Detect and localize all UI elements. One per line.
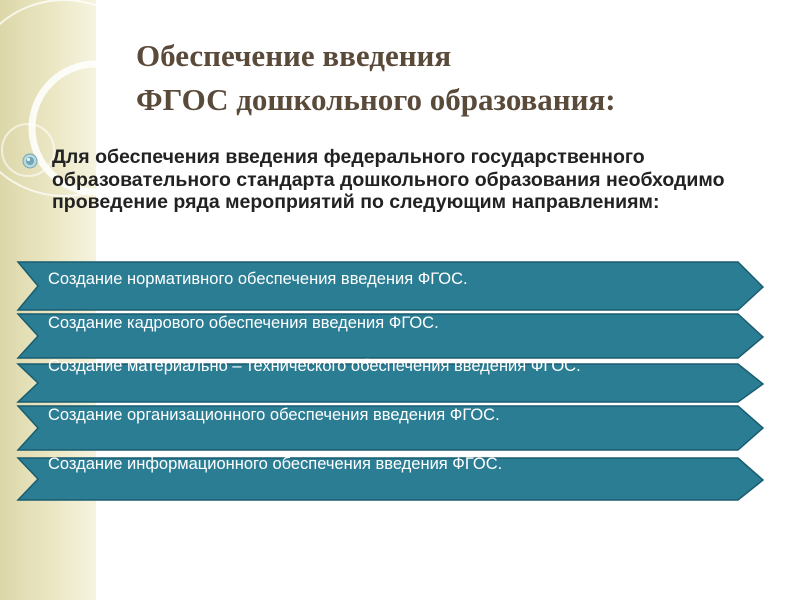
intro-paragraph: Для обеспечения введения федерального государственного образовательного стандарта дошкольного образования необходимо проведение ряда мероприятий по следующим направлениям: [52,146,725,213]
title-line-1: Обеспечение введения [136,38,452,73]
title-line-2: ФГОС дошкольного образования: [136,82,616,117]
list-item: Создание кадрового обеспечения введения ФГОС. [48,314,439,332]
list-item: Создание организационного обеспечения введения ФГОС. [48,406,500,424]
list-item: Создание информационного обеспечения введения ФГОС. [48,455,503,473]
list-item: Создание нормативного обеспечения введения ФГОС. [48,270,468,288]
list-item: Создание материально – технического обеспечения введения ФГОС. [48,357,581,375]
